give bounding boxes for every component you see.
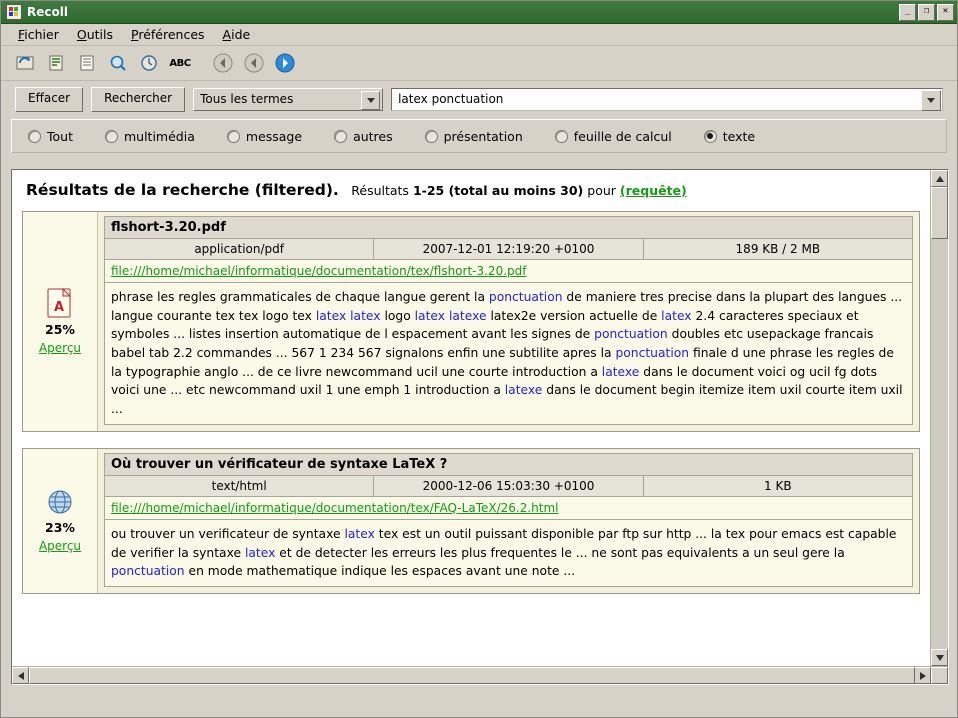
highlighted-term: latex latex bbox=[315, 308, 381, 323]
result-url-row bbox=[104, 260, 913, 283]
filter-label: autres bbox=[353, 128, 393, 144]
result-size: 189 KB / 2 MB bbox=[735, 242, 821, 256]
filter-label: message bbox=[245, 128, 303, 144]
scroll-down-button[interactable] bbox=[931, 649, 948, 666]
result-score: 23% bbox=[45, 520, 75, 536]
result-item bbox=[22, 211, 920, 432]
result-mime: application/pdf bbox=[105, 239, 374, 259]
result-score: 25% bbox=[45, 321, 75, 337]
highlighted-term: ponctuation bbox=[111, 564, 185, 579]
preview-link[interactable]: Aperçu bbox=[38, 340, 82, 355]
results-title: Résultats de la recherche (filtered). bbox=[26, 181, 339, 199]
menu-aide[interactable]: Aide bbox=[222, 27, 251, 42]
pdf-icon bbox=[47, 288, 73, 318]
result-body bbox=[98, 449, 919, 593]
result-sidecol bbox=[23, 212, 98, 431]
results-pane bbox=[11, 169, 949, 685]
forward-icon[interactable] bbox=[271, 50, 299, 76]
result-date: 2000-12-06 15:03:30 +0100 bbox=[374, 476, 643, 496]
result-body bbox=[98, 212, 919, 431]
highlighted-term: latex bbox=[661, 308, 692, 323]
result-size: 1 KB bbox=[764, 478, 792, 493]
spelling-label: ABC bbox=[169, 57, 191, 69]
maximize-button[interactable]: ❐ bbox=[918, 4, 935, 21]
update-index-icon[interactable] bbox=[11, 50, 39, 76]
results-count-prefix: Résultats bbox=[351, 183, 409, 198]
filter-label: présentation bbox=[443, 128, 523, 144]
menu-outils[interactable]: Outils bbox=[76, 27, 113, 42]
search-mode-combo[interactable] bbox=[193, 88, 383, 111]
results-horizontal-scrollbar[interactable] bbox=[12, 666, 948, 684]
results-range: 1-25 (total au moins 30) bbox=[412, 183, 584, 198]
html-icon bbox=[45, 488, 75, 516]
filter-label: feuille de calcul bbox=[573, 128, 672, 144]
result-snippet: ou trouver un verificateur de syntaxe latex tex est un outil puissant disponible par ftp sur http ... la tex pour emacs est capable de verifier la syntaxe latex et de detecter les erreurs les plus frequentes le ... ne sont pas equivalents a un seul gere la ponctuation en mode mathematique indique les espaces avant une note ... bbox=[104, 520, 913, 587]
back-icon[interactable] bbox=[240, 50, 268, 76]
vertical-scroll-track[interactable] bbox=[931, 187, 948, 649]
filter-message[interactable] bbox=[211, 129, 318, 144]
filter-texte[interactable] bbox=[688, 129, 771, 144]
horizontal-scroll-thumb[interactable] bbox=[29, 667, 915, 684]
close-button[interactable]: ✕ bbox=[937, 4, 954, 21]
result-url-link[interactable]: file:///home/michael/informatique/documentation/tex/FAQ-LaTeX/26.2.html bbox=[111, 500, 559, 515]
vertical-scroll-thumb[interactable] bbox=[931, 187, 948, 239]
result-sidecol bbox=[23, 449, 98, 593]
window-buttons bbox=[899, 4, 954, 21]
result-title: Où trouver un vérificateur de syntaxe LaTeX ? bbox=[104, 453, 913, 476]
menu-preferences[interactable]: Préférences bbox=[131, 27, 205, 42]
preview-link[interactable]: Aperçu bbox=[38, 539, 82, 554]
highlighted-term: ponctuation bbox=[615, 346, 690, 361]
filter-tout[interactable] bbox=[12, 129, 89, 144]
filter-label: Tout bbox=[47, 128, 73, 144]
chevron-down-icon[interactable] bbox=[361, 91, 380, 110]
search-input-value: latex ponctuation bbox=[398, 92, 504, 106]
radio-icon bbox=[334, 130, 347, 143]
menu-bar bbox=[1, 24, 957, 46]
result-mime: text/html bbox=[105, 476, 374, 496]
search-button[interactable]: Rechercher bbox=[91, 87, 185, 112]
results-header bbox=[26, 181, 920, 199]
scroll-corner bbox=[931, 667, 948, 684]
highlighted-term: latexe bbox=[601, 364, 640, 379]
results-list bbox=[12, 170, 930, 666]
svg-text:A: A bbox=[53, 299, 65, 315]
recoll-icon bbox=[6, 4, 22, 20]
filter-label: multimédia bbox=[123, 128, 195, 144]
search-bar bbox=[1, 81, 957, 117]
filter-multimedia[interactable] bbox=[89, 129, 211, 144]
highlighted-term: ponctuation bbox=[488, 290, 563, 304]
results-middle: pour bbox=[587, 183, 616, 198]
search-history-chevron-down-icon[interactable] bbox=[921, 90, 941, 111]
result-title: flshort-3.20.pdf bbox=[104, 216, 913, 239]
category-filter-bar bbox=[11, 119, 947, 153]
index-config-icon[interactable] bbox=[42, 50, 70, 76]
radio-icon bbox=[555, 130, 568, 143]
clear-button[interactable]: Effacer bbox=[15, 87, 83, 112]
result-date: 2007-12-01 12:19:20 +0100 bbox=[374, 239, 643, 259]
scroll-right-button[interactable] bbox=[914, 667, 931, 684]
filter-feuille-de-calcul[interactable] bbox=[539, 129, 688, 144]
sort-parameters-icon[interactable] bbox=[135, 50, 163, 76]
results-vertical-scrollbar[interactable] bbox=[930, 170, 948, 666]
radio-icon bbox=[105, 130, 118, 143]
scroll-left-button[interactable] bbox=[12, 667, 29, 684]
document-history-icon[interactable] bbox=[73, 50, 101, 76]
radio-icon bbox=[704, 130, 717, 143]
highlighted-term: latex bbox=[344, 526, 375, 541]
highlighted-term: latex bbox=[244, 545, 276, 560]
highlighted-term: ponctuation bbox=[594, 327, 668, 342]
back-first-icon[interactable] bbox=[209, 50, 237, 76]
result-item bbox=[22, 448, 920, 594]
result-url-row bbox=[104, 497, 913, 520]
radio-icon bbox=[28, 130, 41, 143]
radio-icon bbox=[227, 130, 240, 143]
title-bar bbox=[1, 1, 957, 24]
window-title: Recoll bbox=[27, 5, 68, 19]
tool-bar bbox=[1, 46, 957, 81]
highlighted-term: latex latexe bbox=[414, 308, 487, 323]
advanced-search-icon[interactable] bbox=[104, 50, 132, 76]
filter-presentation[interactable] bbox=[409, 129, 539, 144]
spelling-icon[interactable] bbox=[166, 50, 194, 76]
result-url-link[interactable]: file:///home/michael/informatique/documentation/tex/flshort-3.20.pdf bbox=[111, 264, 527, 278]
query-link[interactable]: (requête) bbox=[619, 183, 687, 198]
result-meta-row bbox=[104, 476, 913, 497]
highlighted-term: latexe bbox=[504, 383, 543, 398]
filter-label: texte bbox=[722, 128, 756, 144]
search-mode-value: Tous les termes bbox=[200, 92, 294, 106]
result-meta-row bbox=[104, 239, 913, 260]
scroll-up-button[interactable] bbox=[931, 170, 948, 187]
search-input[interactable] bbox=[391, 88, 943, 111]
menu-fichier[interactable]: Fichier bbox=[18, 27, 59, 42]
minimize-button[interactable]: _ bbox=[899, 4, 916, 21]
horizontal-scroll-track[interactable] bbox=[29, 667, 914, 684]
result-snippet: phrase les regles grammaticales de chaque langue gerent la ponctuation de maniere tres precise dans la plupart des langues ... langue courante tex tex logo tex latex latex logo latex latexe latex2e version actuelle de latex 2.4 caracteres speciaux et symboles ... listes insertion automatique de l espacement avant les signes de ponctuation doubles etc usepackage francais babel tab 2.2 commandes ... 567 1 234 567 signalons enfin une subtilite apres la ponctuation finale d une phrase les regles de la typographie anglo ... de ce livre newcommand ucil une courte introduction a latexe dans le document voici og ucil fg dots voici une ... etc newcommand uxil 1 une emph 1 introduction a latexe dans le document begin itemize item uxil courte item uxil ... bbox=[104, 283, 913, 425]
radio-icon bbox=[425, 130, 438, 143]
filter-autres[interactable] bbox=[318, 129, 409, 144]
resize-grip[interactable] bbox=[941, 702, 955, 716]
